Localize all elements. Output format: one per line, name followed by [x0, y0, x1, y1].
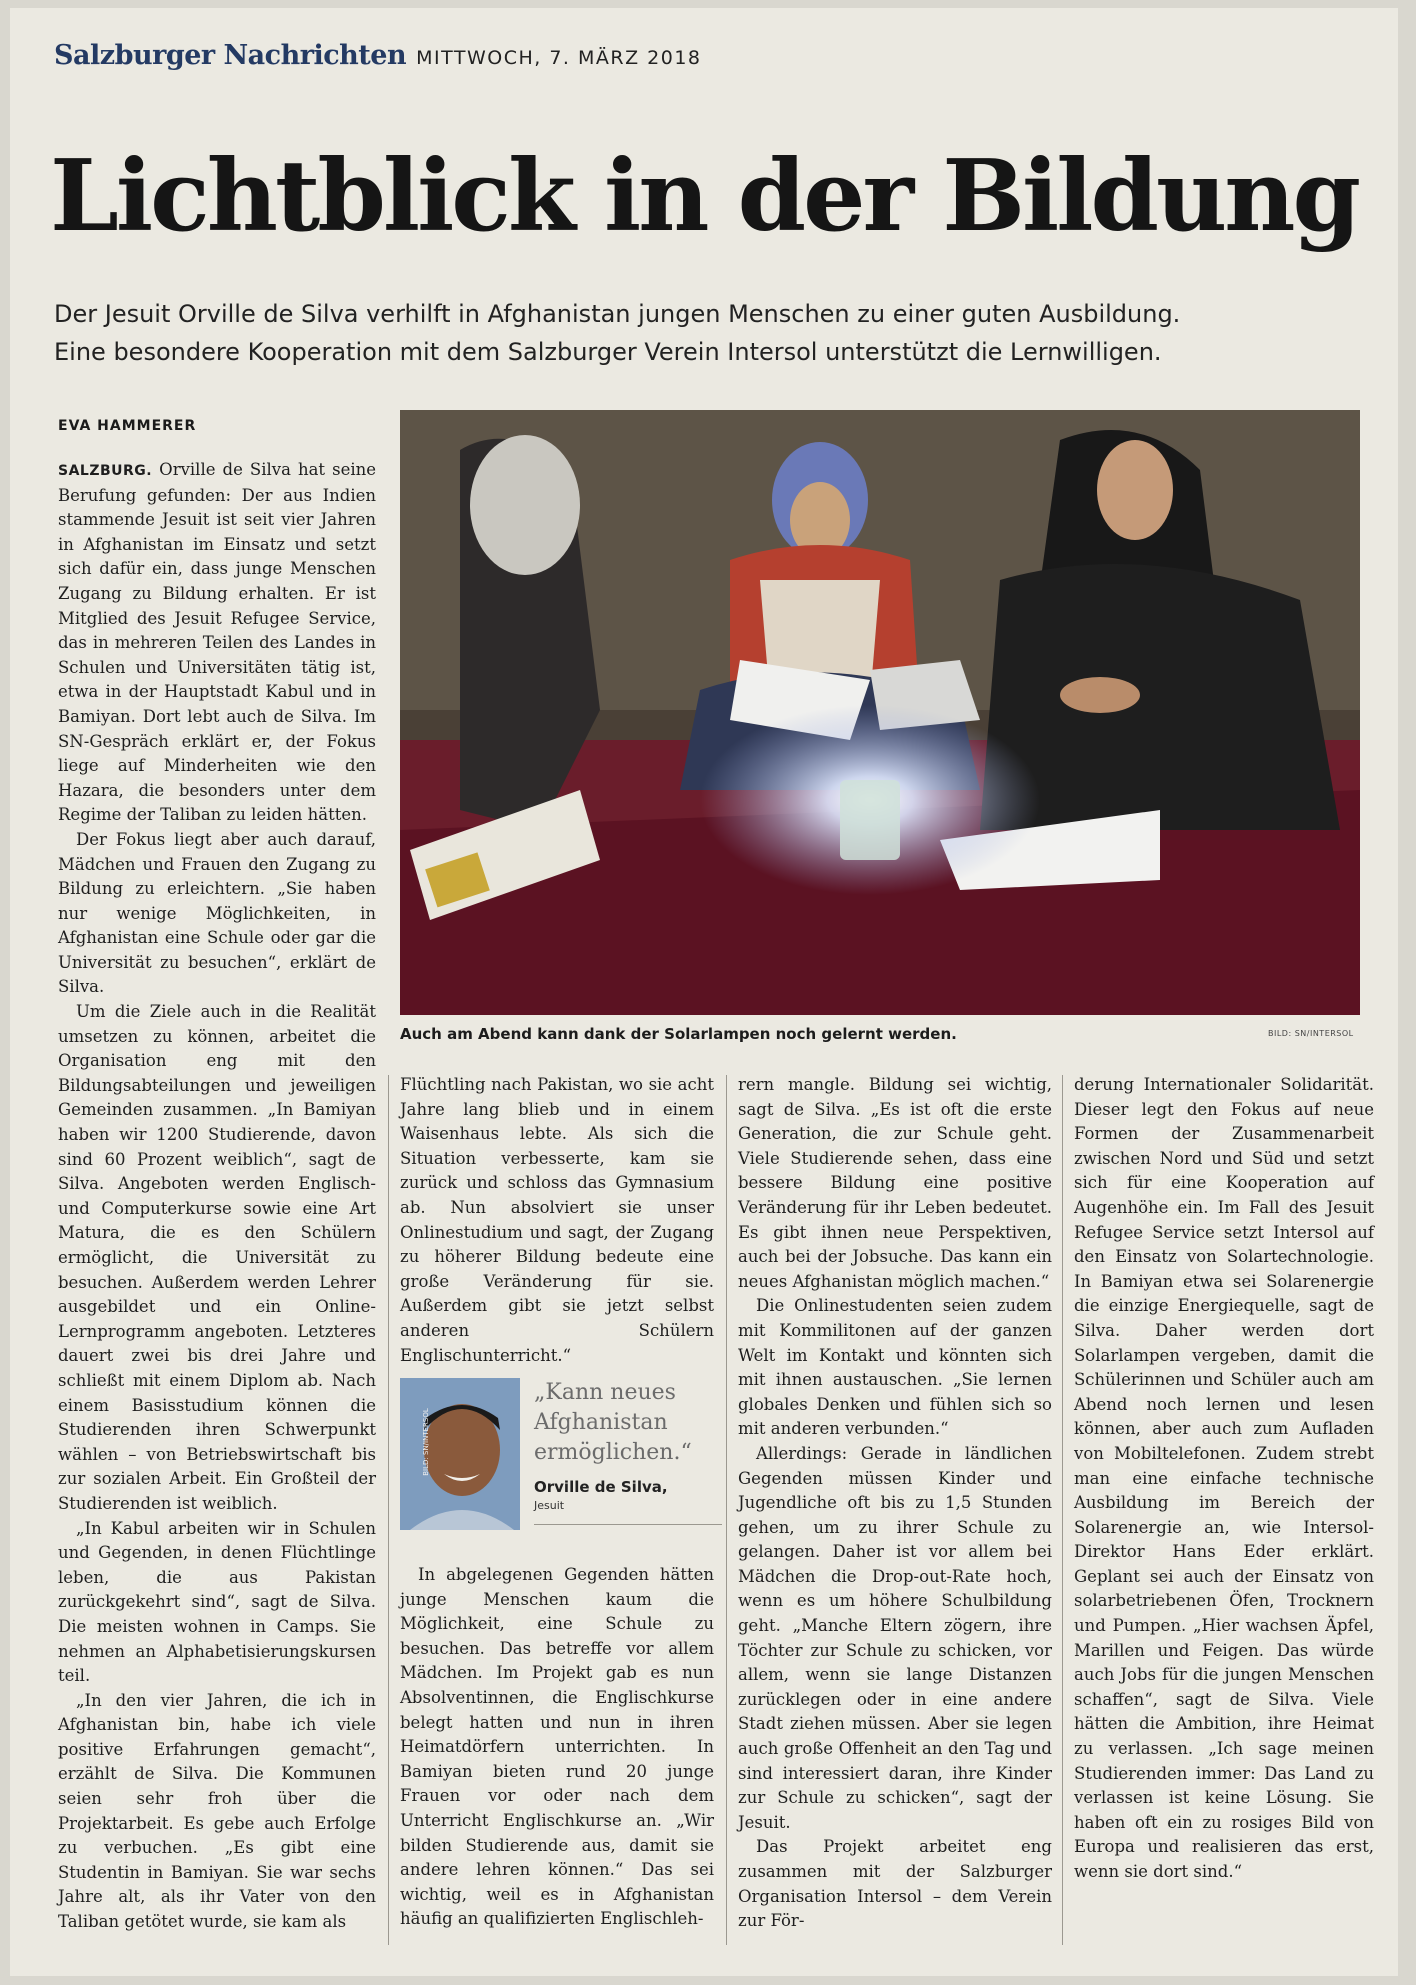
paragraph: SALZBURG. Orville de Silva hat seine Berufung gefunden: Der aus Indien stammende Jesuit ist seit vier Jahren in Afghanistan im Einsatz und setzt sich dafür ein, dass junge Menschen Zugang zu Bildung erhalten. Er ist Mitglied des Jesuit Refugee Service, das in mehreren Teilen des Landes in Schulen und Universitäten tätig ist, etwa in der Hauptstadt Kabul und in Bamiyan. Dort lebt auch de Silva. Im SN-Gespräch erklärt er, der Fokus liege auf Minderheiten wie den Hazara, die besonders unter dem Regime der Taliban zu leiden hätten.	[58, 460, 376, 825]
author-byline: EVA HAMMERER	[58, 418, 197, 434]
quote-rule	[534, 1524, 722, 1525]
headline: Lichtblick in der Bildung	[50, 139, 1359, 254]
paragraph: rern mangle. Bildung sei wichtig, sagt de Silva. „Es ist oft die erste Generation, die zur Schule geht. Viele Studierende sehen, dass eine bessere Bildung eine positive Veränderung für ihr Leben bedeutet. Es gibt ihnen neue Perspektiven, auch bei der Jobsuche. Das kann ein neues Afghanistan möglich machen.“	[738, 1075, 1052, 1291]
paragraph: Die Onlinestudenten seien zudem mit Kommilitonen auf der ganzen Welt im Kontakt und könnten sich mit ihnen austauschen. „Sie lernen globales Denken und fühlen sich so mit anderen verbunden.“	[738, 1296, 1052, 1439]
masthead	[54, 40, 702, 71]
article-column-2-top	[400, 1073, 714, 1368]
paragraph: In abgelegenen Gegenden hätten junge Menschen kaum die Möglichkeit, eine Schule zu besuchen. Das betreffe vor allem Mädchen. Im Projekt gab es nun Absolventinnen, die Englischkurse belegt hatten und nun in ihren Heimatdörfern unterrichten. In Bamiyan bieten rund 20 junge Frauen vor oder nach dem Unterricht Englischkurse an. „Wir bilden Studierende aus, damit sie andere lehren können.“ Das sei wichtig, weil es in Afghanistan häufig an qualifizierten Englischleh-	[400, 1565, 714, 1929]
photo-credit: BILD: SN/INTERSOL	[1268, 1029, 1354, 1038]
subheadline-line: Der Jesuit Orville de Silva verhilft in Afghanistan jungen Menschen zu einer guten Ausbildung.	[54, 300, 1181, 328]
paragraph: „In den vier Jahren, die ich in Afghanistan bin, habe ich viele positive Erfahrungen gemacht“, erzählt de Silva. Die Kommunen seien sehr froh über die Projektarbeit. Es gebe auch Erfolge zu verbuchen. „Es gibt eine Studentin in Bamiyan. Sie war sechs Jahre alt, als ihr Vater von den Taliban getötet wurde, sie kam als	[58, 1690, 376, 1932]
article-photo	[400, 410, 1360, 1015]
photo-students-solar-lamp	[400, 410, 1360, 1015]
portrait-photo	[400, 1378, 520, 1530]
dateline: SALZBURG.	[58, 463, 153, 479]
quote-name: Orville de Silva,	[534, 1478, 668, 1496]
photo-caption: Auch am Abend kann dank der Solarlampen noch gelernt werden.	[400, 1025, 957, 1043]
article-column-4	[1074, 1073, 1374, 1885]
paragraph: „In Kabul arbeiten wir in Schulen und Gegenden, in denen Flüchtlinge leben, die aus Pakistan zurückgekehrt sind“, sagt de Silva. Die meisten wohnen in Camps. Sie nehmen an Alphabetisierungskursen teil.	[58, 1518, 376, 1686]
article-column-1	[58, 458, 376, 1935]
paragraph: Der Fokus liegt aber auch darauf, Mädchen und Frauen den Zugang zu Bildung zu erleichtern. „Sie haben nur wenige Möglichkeiten, in Afghanistan eine Schule oder gar die Universität zu besuchen“, erklärt de Silva.	[58, 829, 376, 997]
portrait-orville-de-silva	[400, 1378, 520, 1530]
column-divider	[726, 1075, 727, 1945]
quote-role: Jesuit	[534, 1499, 565, 1512]
article-column-3	[738, 1073, 1052, 1934]
subheadline	[54, 295, 1334, 371]
paragraph: Um die Ziele auch in die Realität umsetzen zu können, arbeitet die Organisation eng mit den Bildungsabteilungen und jeweiligen Gemeinden zusammen. „In Bamiyan haben wir 1200 Studierende, davon sind 60 Prozent weiblich“, sagt de Silva. Angeboten werden Englisch- und Computerkurse sowie eine Art Matura, die es den Schülern ermöglicht, die Universität zu besuchen. Außerdem werden Lehrer ausgebildet und ein Online-Lernprogramm angeboten. Letzteres dauert zwei bis drei Jahre und schließt mit einem Diplom ab. Nach einem Basisstudium können die Studierenden ihren Schwerpunkt wählen – von Betriebswirtschaft bis zur sozialen Arbeit. Ein Großteil der Studierenden ist weiblich.	[58, 1002, 376, 1513]
quote-text: „Kann neues Afghanistan ermöglichen.“	[534, 1380, 692, 1465]
paragraph: Das Projekt arbeitet eng zusammen mit der Salzburger Organisation Intersol – dem Verein zur För-	[738, 1837, 1052, 1931]
column-divider	[388, 1075, 389, 1945]
issue-date: MITTWOCH, 7. MÄRZ 2018	[416, 47, 702, 69]
pull-quote	[400, 1378, 722, 1530]
newspaper-logo: Salzburger Nachrichten	[54, 40, 407, 71]
paragraph: Flüchtling nach Pakistan, wo sie acht Jahre lang blieb und in einem Waisenhaus lebte. Als sich die Situation verbesserte, kam sie zurück und schloss das Gymnasium ab. Nun absolviert sie unser Onlinestudium und sagt, der Zugang zu höherer Bildung bedeute eine große Veränderung für sie. Außerdem gibt sie jetzt selbst anderen Schülern Englischunterricht.“	[400, 1075, 714, 1365]
article-column-2-bottom	[400, 1563, 714, 1932]
paragraph: Allerdings: Gerade in ländlichen Gegenden müssen Kinder und Jugendliche oft bis zu 1,5 Stunden gehen, um zu ihrer Schule zu gelangen. Daher ist vor allem bei Mädchen die Drop-out-Rate hoch, wenn es um höhere Schulbildung geht. „Manche Eltern zögern, ihre Töchter zur Schule zu schicken, vor allem, wenn sie lange Distanzen zurücklegen oder in eine andere Stadt ziehen müssen. Aber sie legen auch große Offenheit an den Tag und sind interessiert daran, ihre Kinder zur Schule zu schicken“, sagt der Jesuit.	[738, 1443, 1052, 1832]
subheadline-line: Eine besondere Kooperation mit dem Salzburger Verein Intersol unterstützt die Lernwilligen.	[54, 338, 1162, 366]
portrait-credit: BILD: SN/INTERSOL	[421, 1408, 430, 1476]
column-divider	[1062, 1075, 1063, 1945]
paragraph: derung Internationaler Solidarität. Dieser legt den Fokus auf neue Formen der Zusammenarbeit zwischen Nord und Süd und setzt sich für eine Kooperation auf Augenhöhe ein. Im Fall des Jesuit Refugee Service setzt Intersol auf den Einsatz von Solartechnologie. In Bamiyan etwa sei Solarenergie die einzige Energiequelle, sagt de Silva. Daher werden dort Solarlampen vergeben, damit die Schülerinnen und Schüler auch am Abend noch lernen und lesen können, aber auch zum Aufladen von Mobiltelefonen. Zudem strebt man eine einfache technische Ausbildung im Bereich der Solarenergie an, wie Intersol-Direktor Hans Eder erklärt. Geplant sei auch der Einsatz von solarbetriebenen Öfen, Trocknern und Pumpen. „Hier wachsen Äpfel, Marillen und Feigen. Das würde auch Jobs für die jungen Menschen schaffen“, sagt de Silva. Viele hätten die Ambition, ihre Heimat zu verlassen. „Ich sage meinen Studierenden immer: Das Land zu verlassen ist keine Lösung. Sie haben oft ein zu rosiges Bild von Europa und realisieren das erst, wenn sie dort sind.“	[1074, 1075, 1374, 1881]
